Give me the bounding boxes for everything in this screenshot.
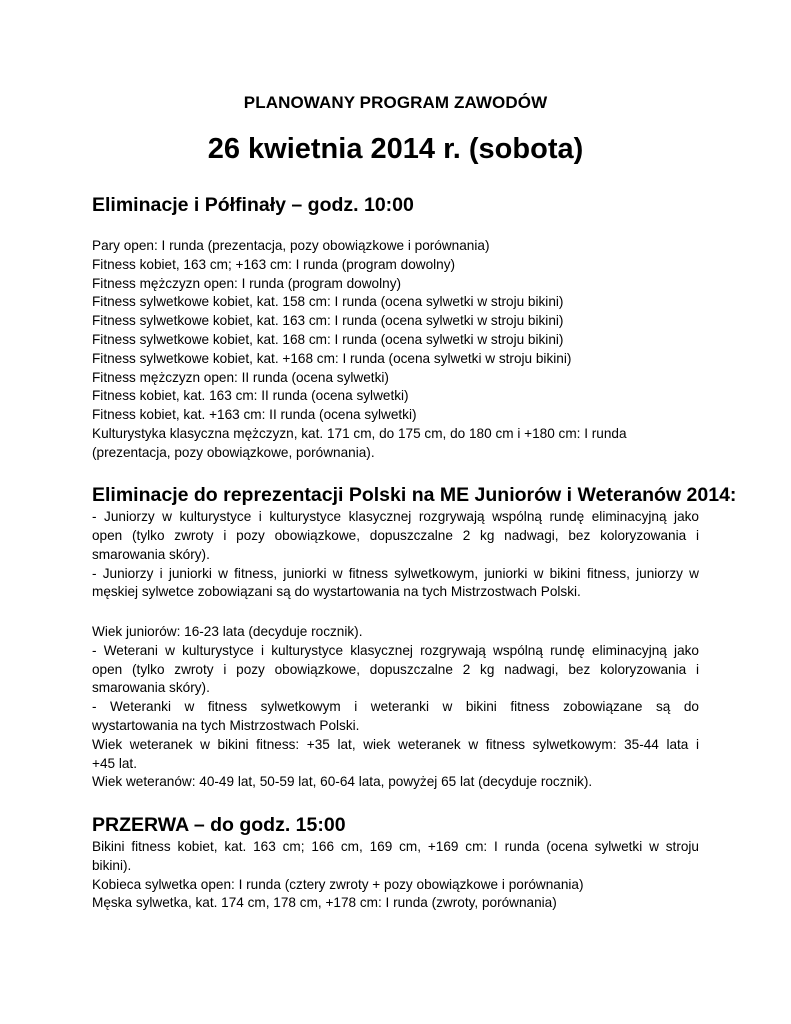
section1-line: Fitness sylwetkowe kobiet, kat. 158 cm: I runda (ocena sylwetki w stroju bikini)	[92, 294, 564, 309]
section1-line: Fitness sylwetkowe kobiet, kat. +168 cm: I runda (ocena sylwetki w stroju bikini)	[92, 351, 572, 366]
section2-line: Wiek weteranek w bikini fitness: +35 lat, wiek weteranek w fitness sylwetkowym: 35-44 lata i	[92, 737, 699, 752]
section2-line: Wiek juniorów: 16-23 lata (decyduje rocznik).	[92, 624, 363, 639]
section1-line: Fitness mężczyzn open: II runda (ocena sylwetki)	[92, 370, 389, 385]
section2-line: - Weterani w kulturystyce i kulturystyce klasycznej rozgrywają wspólną rundę eliminacyjną jako	[92, 643, 699, 658]
section1-line: Fitness sylwetkowe kobiet, kat. 163 cm: I runda (ocena sylwetki w stroju bikini)	[92, 313, 564, 328]
section2-line: - Juniorzy w kulturystyce i kulturystyce klasycznej rozgrywają wspólną rundę eliminacyjną jako	[92, 509, 699, 524]
section2-line: Wiek weteranów: 40-49 lat, 50-59 lat, 60-64 lata, powyżej 65 lat (decyduje rocznik).	[92, 774, 593, 789]
section2-line: smarowania skóry).	[92, 680, 210, 695]
document-date-heading: 26 kwietnia 2014 r. (sobota)	[207, 133, 584, 165]
section1-line: (prezentacja, pozy obowiązkowe, porównania).	[92, 445, 375, 460]
section2-line: open (tylko zwroty i pozy obowiązkowe, dopuszczalne 2 kg nadwagi, bez koloryzowania i	[92, 528, 699, 543]
section1-line: Fitness kobiet, kat. +163 cm: II runda (ocena sylwetki)	[92, 407, 417, 422]
section2-line: - Juniorzy i juniorki w fitness, juniorki w fitness sylwetkowym, juniorki w bikini fitness, juniorzy w	[92, 566, 699, 581]
section2-line: wystartowania na tych Mistrzostwach Polski.	[92, 718, 360, 733]
section2-line: open (tylko zwroty i pozy obowiązkowe, dopuszczalne 2 kg nadwagi, bez koloryzowania i	[92, 662, 699, 677]
section3-line: bikini).	[92, 858, 132, 873]
section-reprezentacja-title: Eliminacje do reprezentacji Polski na ME Juniorów i Weteranów 2014:	[92, 484, 737, 506]
section1-line: Kulturystyka klasyczna mężczyzn, kat. 171 cm, do 175 cm, do 180 cm i +180 cm: I runda	[92, 426, 627, 441]
section3-line: Bikini fitness kobiet, kat. 163 cm; 166 cm, 169 cm, +169 cm: I runda (ocena sylwetki w stroju	[92, 839, 699, 854]
section2-line: smarowania skóry).	[92, 547, 210, 562]
section1-line: Pary open: I runda (prezentacja, pozy obowiązkowe i porównania)	[92, 238, 490, 253]
section1-line: Fitness sylwetkowe kobiet, kat. 168 cm: I runda (ocena sylwetki w stroju bikini)	[92, 332, 564, 347]
document-title: PLANOWANY PROGRAM ZAWODÓW	[243, 93, 548, 112]
section3-line: Kobieca sylwetka open: I runda (cztery zwroty + pozy obowiązkowe i porównania)	[92, 877, 584, 892]
section1-line: Fitness mężczyzn open: I runda (program dowolny)	[92, 276, 402, 291]
section2-line: - Weteranki w fitness sylwetkowym i weteranki w bikini fitness zobowiązane są do	[92, 699, 699, 714]
section2-line: +45 lat.	[92, 756, 137, 771]
section2-line: męskiej sylwetce zobowiązani są do wystartowania na tych Mistrzostwach Polski.	[92, 584, 581, 599]
section1-line: Fitness kobiet, kat. 163 cm: II runda (ocena sylwetki)	[92, 388, 409, 403]
section3-line: Męska sylwetka, kat. 174 cm, 178 cm, +178 cm: I runda (zwroty, porównania)	[92, 895, 557, 910]
section-przerwa-title: PRZERWA – do godz. 15:00	[92, 814, 346, 836]
section-eliminacje-title: Eliminacje i Półfinały – godz. 10:00	[92, 194, 414, 216]
section1-line: Fitness kobiet, 163 cm; +163 cm: I runda (program dowolny)	[92, 257, 456, 272]
